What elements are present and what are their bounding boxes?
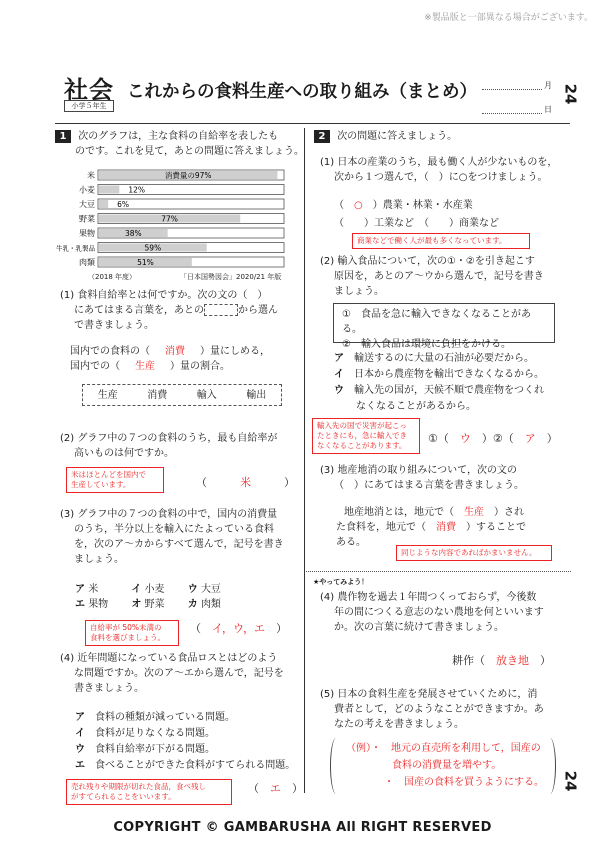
chart-value-label: 51% [137,258,154,267]
q2-p5: (5) 日本の食料生産を発展させていくために，消 費者として，どのようなことができますか。あ なたの考えを書きましょう。 [320,689,544,730]
product-notice: ※製品版と一部異なる場合がございます。 [424,13,593,23]
month-label: 月 [544,81,552,90]
chart-category-label: 牛乳・乳製品 [56,244,95,253]
q1-p2: (2) グラフ中の７つの食料のうち，最も自給率が 高いものは何ですか。 [60,433,278,459]
q1-p3-options: ア 米 イ 小麦 ウ 大豆 エ 果物 オ 野菜 カ 肉類 [75,584,221,610]
chart-bar [99,186,119,194]
q1-p3-answer: （ イ，ウ，エ ） [190,622,288,635]
q2-p3-sentence: 地産地消とは，地元で（ 生産 ）され た食料を，地元で（ 消費 ）することで ある。 [336,507,526,548]
q1-number: 1 [55,130,71,143]
q2-p4-answer: 耕作（ 放き地 ） [452,654,551,667]
chart-source-year: （2018 年度） [88,273,137,281]
day-line [482,104,542,114]
grade-badge: 小学５年生 [64,100,114,112]
q1-p2-answer: （ 米 ） [196,476,295,489]
chart-value-label: 38% [125,229,142,238]
copyright: COPYRIGHT © GAMBARUSHA All RIGHT RESERVED [113,820,492,835]
q2-number: 2 [314,130,330,143]
chart-value-label: 6% [117,200,130,209]
q1-p1-answer-2: 生産 [135,361,155,372]
q1-p3: (3) グラフ中の７つの食料の中で，国内の消費量 のうち，半分以上を輸入にたよっている食料 を，次のア～カからすべて選んで，記号を書き ましょう。 [60,509,284,565]
chart-category-label: 野菜 [79,214,95,224]
q2-p2-answers: ①（ ウ ）②（ ア ） [428,432,558,445]
chart-category-label: 果物 [79,229,95,238]
chart-source: 「日本国勢図会」2020/21 年版 [180,273,282,281]
q1-p1: (1) 食料自給率とは何ですか。次の文の（ ） にあてはまる言葉を，あとの から選ん で書きましょう。 [60,290,278,331]
word-choice-box: 生産 消費 輸入 輸出 [82,384,282,406]
q2-p2-hint: 輸入先の国で災害が起こっ たときにも，急に輸入でき なくなることがあります。 [312,418,420,454]
q1-p4-answer: （ エ ） [248,782,303,795]
day-label: 日 [544,105,552,114]
q2-p1-mark: ○ [354,200,363,211]
challenge-separator [306,571,571,572]
page-number-top: 24 [561,83,580,105]
page-title: これからの食料生産への取り組み（まとめ） [127,82,477,102]
q1-p3-hint: 自給率が 50%未満の 食料を選びましょう。 [85,620,179,646]
q2-p2: (2) 輸入食品について，次の①・②を引き起こす 原因を，あとのア～ウから選んで，記号を書き ましょう。 [320,256,544,297]
q1-intro: 1 次のグラフは，主な食料の自給率を表したも のです。これを見て，あとの問題に答えましょう。 [55,129,304,159]
answer-bracket-left [330,738,342,794]
chart-value-label: 消費量の97% [164,171,212,180]
q2-p1-option-1: （ ○ ）農業・林業・水産業 [334,200,473,211]
q1-p4-options: ア 食料の種類が減っている問題。 イ 食料が足りなくなる問題。 ウ 食料自給率が下がる問題。 エ 食べることができた食料がすてられる問題。 [75,712,296,771]
header-rule [55,123,570,124]
q1-p1-answer-1: 消費 [165,346,185,357]
chart-bar [99,200,108,208]
q2-p5-answer: （例）・ 地元の直売所を利用して，国産の 食料の消費量を増やす。 ・ 国産の食料を買うようにする。 [346,743,544,788]
q2-p4: (4) 農作物を過去１年間つくっておらず，今後数 年の間につくる意志のない農地を何といいます か。次の言葉に続けて書きましょう。 [320,592,544,633]
chart-value-label: 12% [128,185,145,195]
q1-p4: (4) 近年問題になっている食品ロスとはどのよう な問題ですか。次のア～エから選んで，記号を 書きましょう。 [60,653,284,694]
q1-p1-sentence: 国内での食料の（ 消費 ）量にしめる， 国内での（ 生産 ）量の割合。 [70,346,270,372]
self-sufficiency-chart [56,167,300,285]
chart-value-label: 77% [161,214,178,224]
chart-category-label: 小麦 [79,185,95,195]
q2-p2-items: ① 食品を急に輸入できなくなることがある。 ② 輸入食品は環境に負担をかける。 [333,303,555,343]
chart-category-label: 大豆 [79,200,95,209]
chart-bar-track [98,185,284,195]
challenge-tag: ★やってみよう！ [313,578,369,586]
chart-value-label: 59% [144,243,162,253]
answer-bracket-right [544,738,556,794]
chart-category-label: 肉類 [79,258,95,267]
month-line [482,80,542,90]
q2-p1-option-2: （ ）工業など （ ）商業など [334,218,499,229]
q2-p2-options: ア 輸送するのに大量の石油が必要だから。 イ 日本から農産物を輸出できなくなるから。 ウ 輸入先の国が，天候不順で農産物をつくれ なくなることがあるから。 [334,353,544,412]
q2-p1: (1) 日本の産業のうち，最も働く人が少ないものを， 次から１つ選んで，（ ）に○をつけましょう。 [320,157,558,183]
q2-p3: (3) 地産地消の取り組みについて，次の文の （ ）にあてはまる言葉を書きましょう。 [320,465,524,491]
q2-intro: 2 次の問題に答えましょう。 [314,129,457,144]
q1-p2-hint: 米はほとんどを国内で 生産しています。 [66,467,164,493]
q1-p4-hint: 売れ残りや期限が切れた食品，食べ残し がすてられることをいいます。 [66,779,232,805]
q2-p1-hint: 商業などで働く人が最も多くなっています。 [352,233,530,249]
page-number-bottom: 24 [561,770,580,792]
column-divider [304,128,305,793]
q2-p3-hint: 同じような内容であればかまいません。 [396,545,552,561]
chart-category-label: 米 [87,171,95,180]
subject-title: 社会 [64,76,114,104]
